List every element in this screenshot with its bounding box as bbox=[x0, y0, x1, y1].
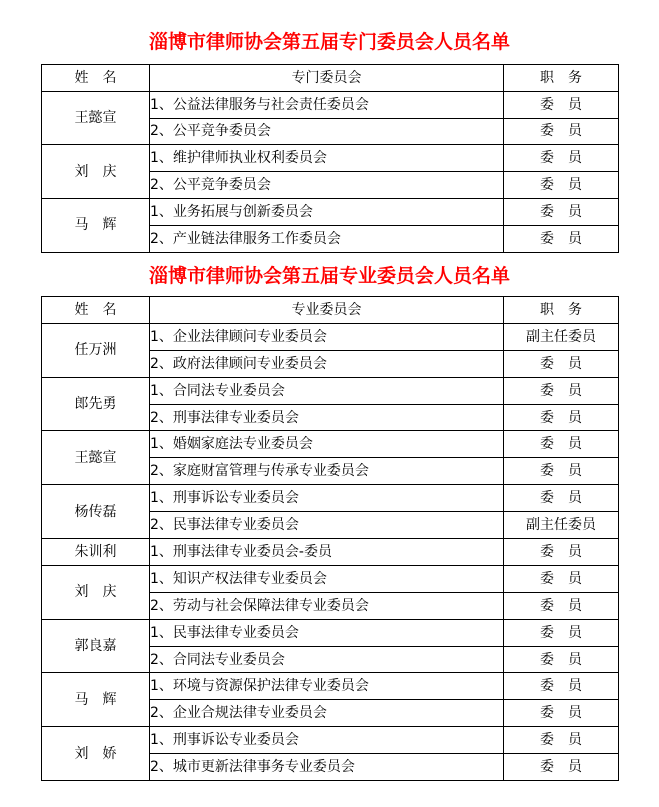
committee-column-header: 专门委员会 bbox=[150, 65, 504, 92]
member-name-cell: 王懿宣 bbox=[42, 91, 150, 145]
committee-cell: 2、劳动与社会保障法律专业委员会 bbox=[150, 592, 504, 619]
committee-cell: 1、合同法专业委员会 bbox=[150, 377, 504, 404]
member-name-cell: 杨传磊 bbox=[42, 485, 150, 539]
role-cell: 委 员 bbox=[504, 673, 619, 700]
member-name-cell: 刘 庆 bbox=[42, 565, 150, 619]
professional-committee-title: 淄博市律师协会第五届专业委员会人员名单 bbox=[148, 265, 510, 287]
table-row bbox=[42, 323, 619, 350]
table-row bbox=[42, 727, 619, 754]
name-column-header: 姓 名 bbox=[42, 297, 150, 324]
committee-cell: 2、合同法专业委员会 bbox=[150, 646, 504, 673]
name-column-header: 姓 名 bbox=[42, 65, 150, 92]
professional-committee-table bbox=[41, 296, 619, 781]
committee-cell: 1、业务拓展与创新委员会 bbox=[150, 198, 504, 225]
member-name-cell: 刘 娇 bbox=[42, 727, 150, 781]
table-row bbox=[42, 619, 619, 646]
role-cell: 委 员 bbox=[504, 485, 619, 512]
role-cell: 委 员 bbox=[504, 727, 619, 754]
member-name-cell: 马 辉 bbox=[42, 673, 150, 727]
committee-cell: 1、婚姻家庭法专业委员会 bbox=[150, 431, 504, 458]
role-cell: 委 员 bbox=[504, 198, 619, 225]
committee-cell: 1、公益法律服务与社会责任委员会 bbox=[150, 91, 504, 118]
role-cell: 委 员 bbox=[504, 700, 619, 727]
member-name-cell: 郭良嘉 bbox=[42, 619, 150, 673]
role-cell: 委 员 bbox=[504, 350, 619, 377]
committee-cell: 1、企业法律顾问专业委员会 bbox=[150, 323, 504, 350]
special-committee-title: 淄博市律师协会第五届专门委员会人员名单 bbox=[148, 31, 510, 53]
role-cell: 委 员 bbox=[504, 754, 619, 781]
role-cell: 委 员 bbox=[504, 404, 619, 431]
committee-cell: 1、刑事诉讼专业委员会 bbox=[150, 727, 504, 754]
member-name-cell: 任万洲 bbox=[42, 323, 150, 377]
role-cell: 委 员 bbox=[504, 619, 619, 646]
role-column-header: 职 务 bbox=[504, 297, 619, 324]
committee-cell: 1、维护律师执业权利委员会 bbox=[150, 145, 504, 172]
committee-cell: 2、政府法律顾问专业委员会 bbox=[150, 350, 504, 377]
committee-cell: 2、城市更新法律事务专业委员会 bbox=[150, 754, 504, 781]
committee-cell: 1、刑事诉讼专业委员会 bbox=[150, 485, 504, 512]
table-row bbox=[42, 485, 619, 512]
table-row bbox=[42, 539, 619, 566]
role-cell: 委 员 bbox=[504, 225, 619, 252]
role-cell: 委 员 bbox=[504, 539, 619, 566]
table-row bbox=[42, 145, 619, 172]
table-row bbox=[42, 91, 619, 118]
member-name-cell: 王懿宣 bbox=[42, 431, 150, 485]
role-column-header: 职 务 bbox=[504, 65, 619, 92]
table-row bbox=[42, 565, 619, 592]
header-row bbox=[42, 65, 619, 92]
committee-cell: 2、企业合规法律专业委员会 bbox=[150, 700, 504, 727]
committee-cell: 1、知识产权法律专业委员会 bbox=[150, 565, 504, 592]
role-cell: 委 员 bbox=[504, 646, 619, 673]
committee-cell: 2、产业链法律服务工作委员会 bbox=[150, 225, 504, 252]
committee-cell: 2、民事法律专业委员会 bbox=[150, 512, 504, 539]
table-row bbox=[42, 377, 619, 404]
role-cell: 委 员 bbox=[504, 377, 619, 404]
role-cell: 委 员 bbox=[504, 145, 619, 172]
committee-cell: 1、环境与资源保护法律专业委员会 bbox=[150, 673, 504, 700]
role-cell: 副主任委员 bbox=[504, 323, 619, 350]
committee-cell: 2、公平竞争委员会 bbox=[150, 118, 504, 145]
role-cell: 委 员 bbox=[504, 565, 619, 592]
role-cell: 委 员 bbox=[504, 118, 619, 145]
table-row bbox=[42, 198, 619, 225]
committee-column-header: 专业委员会 bbox=[150, 297, 504, 324]
table-row bbox=[42, 431, 619, 458]
role-cell: 委 员 bbox=[504, 592, 619, 619]
role-cell: 委 员 bbox=[504, 458, 619, 485]
special-committee-table bbox=[41, 64, 619, 253]
header-row bbox=[42, 297, 619, 324]
committee-cell: 1、刑事法律专业委员会-委员 bbox=[150, 539, 504, 566]
role-cell: 副主任委员 bbox=[504, 512, 619, 539]
committee-cell: 2、公平竞争委员会 bbox=[150, 172, 504, 199]
member-name-cell: 马 辉 bbox=[42, 198, 150, 252]
member-name-cell: 郎先勇 bbox=[42, 377, 150, 431]
committee-cell: 1、民事法律专业委员会 bbox=[150, 619, 504, 646]
table-row bbox=[42, 673, 619, 700]
committee-cell: 2、刑事法律专业委员会 bbox=[150, 404, 504, 431]
role-cell: 委 员 bbox=[504, 91, 619, 118]
member-name-cell: 刘 庆 bbox=[42, 145, 150, 199]
role-cell: 委 员 bbox=[504, 431, 619, 458]
role-cell: 委 员 bbox=[504, 172, 619, 199]
member-name-cell: 朱训利 bbox=[42, 539, 150, 566]
committee-cell: 2、家庭财富管理与传承专业委员会 bbox=[150, 458, 504, 485]
